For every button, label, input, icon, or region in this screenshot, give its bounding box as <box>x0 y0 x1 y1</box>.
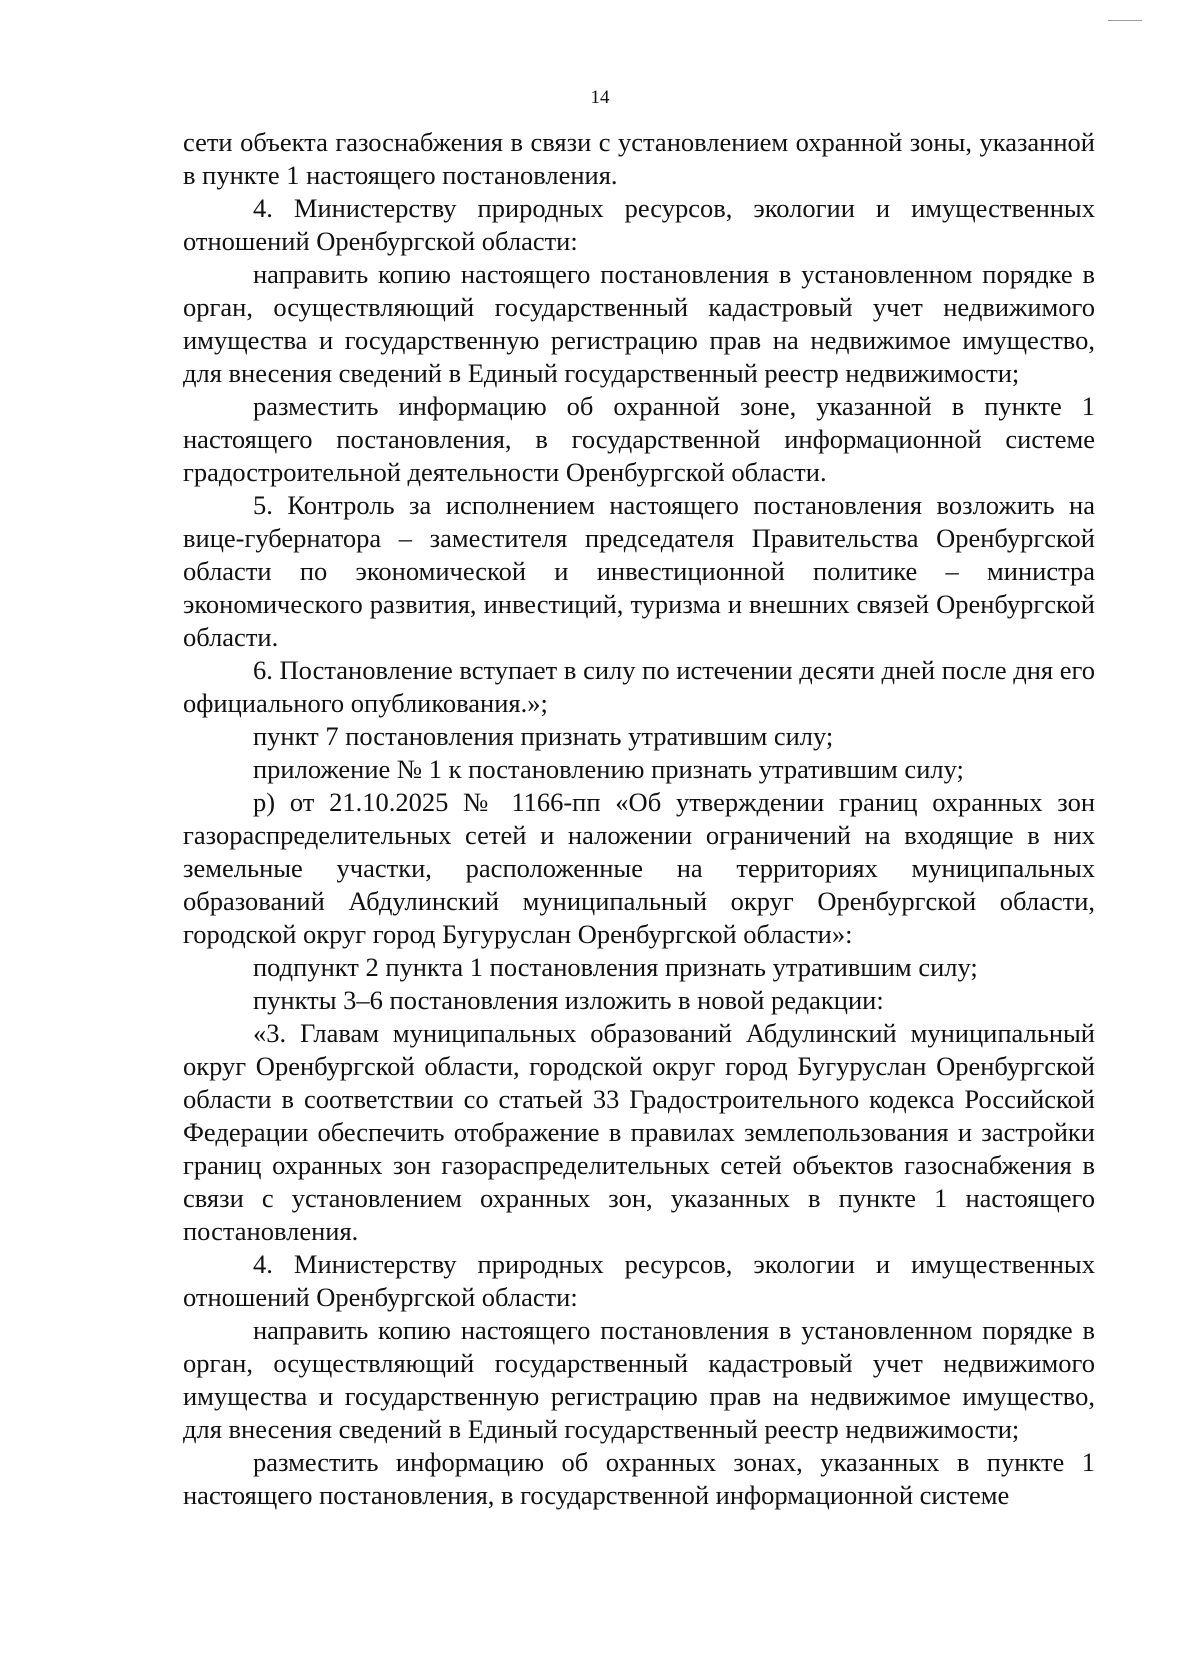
paragraph-publish-info: разместить информацию об охранной зоне, указанной в пункте 1 настоящего постановления, в государственной информационной системе градостроительной деятельности Оренбургской области. <box>183 391 1095 487</box>
paragraph-new-item-4: 4. Министерству природных ресурсов, экологии и имущественных отношений Оренбургской области: <box>183 1249 1095 1312</box>
paragraph-item-6: 6. Постановление вступает в силу по истечении десяти дней после дня его официального опубликования.»; <box>183 655 1095 718</box>
page-number: 14 <box>590 87 610 108</box>
paragraph-new-publish-info: разместить информацию об охранных зонах, указанных в пункте 1 настоящего постановления, в государственной информационной системе <box>183 1447 1095 1510</box>
paragraph-continuation: сети объекта газоснабжения в связи с установлением охранной зоны, указанной в пункте 1 настоящего постановления. <box>183 127 1095 190</box>
paragraph-new-wording: пункты 3–6 постановления изложить в новой редакции: <box>253 985 884 1015</box>
document-body <box>183 126 1095 1512</box>
paragraph-annex-1-void: приложение № 1 к постановлению признать утратившим силу; <box>253 754 964 784</box>
scan-edge-mark <box>1108 20 1142 21</box>
paragraph-new-send-copy: направить копию настоящего постановления в установленном порядке в орган, осуществляющий государственный кадастровый учет недвижимого имущества и государственную регистрацию прав на недвижимое имущество, для внесения сведений в Единый государственный реестр недвижимости; <box>183 1315 1095 1444</box>
paragraph-clause-7-void: пункт 7 постановления признать утратившим силу; <box>253 721 834 751</box>
paragraph-send-copy: направить копию настоящего постановления в установленном порядке в орган, осуществляющий государственный кадастровый учет недвижимого имущества и государственную регистрацию прав на недвижимое имущество, для внесения сведений в Единый государственный реестр недвижимости; <box>183 259 1095 388</box>
paragraph-subclause-void: подпункт 2 пункта 1 постановления признать утратившим силу; <box>253 952 978 982</box>
paragraph-subitem-r: р) от 21.10.2025 № 1166-пп «Об утверждении границ охранных зон газораспределительных сетей и наложении ограничений на входящие в них земельные участки, расположенные на территориях муниципальных образований Абдулинский муниципальный округ Оренбургской области, городской округ город Бугуруслан Оренбургской области»: <box>183 787 1095 949</box>
paragraph-new-item-3: «3. Главам муниципальных образований Абдулинский муниципальный округ Оренбургской области, городской округ город Бугуруслан Оренбургской области в соответствии со статьей 33 Градостроительного кодекса Российской Федерации обеспечить отображение в правилах землепользования и застройки границ охранных зон газораспределительных сетей объектов газоснабжения в связи с установлением охранных зон, указанных в пункте 1 настоящего постановления. <box>183 1018 1095 1246</box>
paragraph-item-5: 5. Контроль за исполнением настоящего постановления возложить на вице-губернатора – заместителя председателя Правительства Оренбургской области по экономической и инвестиционной политике – министра экономического развития, инвестиций, туризма и внешних связей Оренбургской области. <box>183 490 1095 652</box>
paragraph-item-4: 4. Министерству природных ресурсов, экологии и имущественных отношений Оренбургской области: <box>183 193 1095 256</box>
